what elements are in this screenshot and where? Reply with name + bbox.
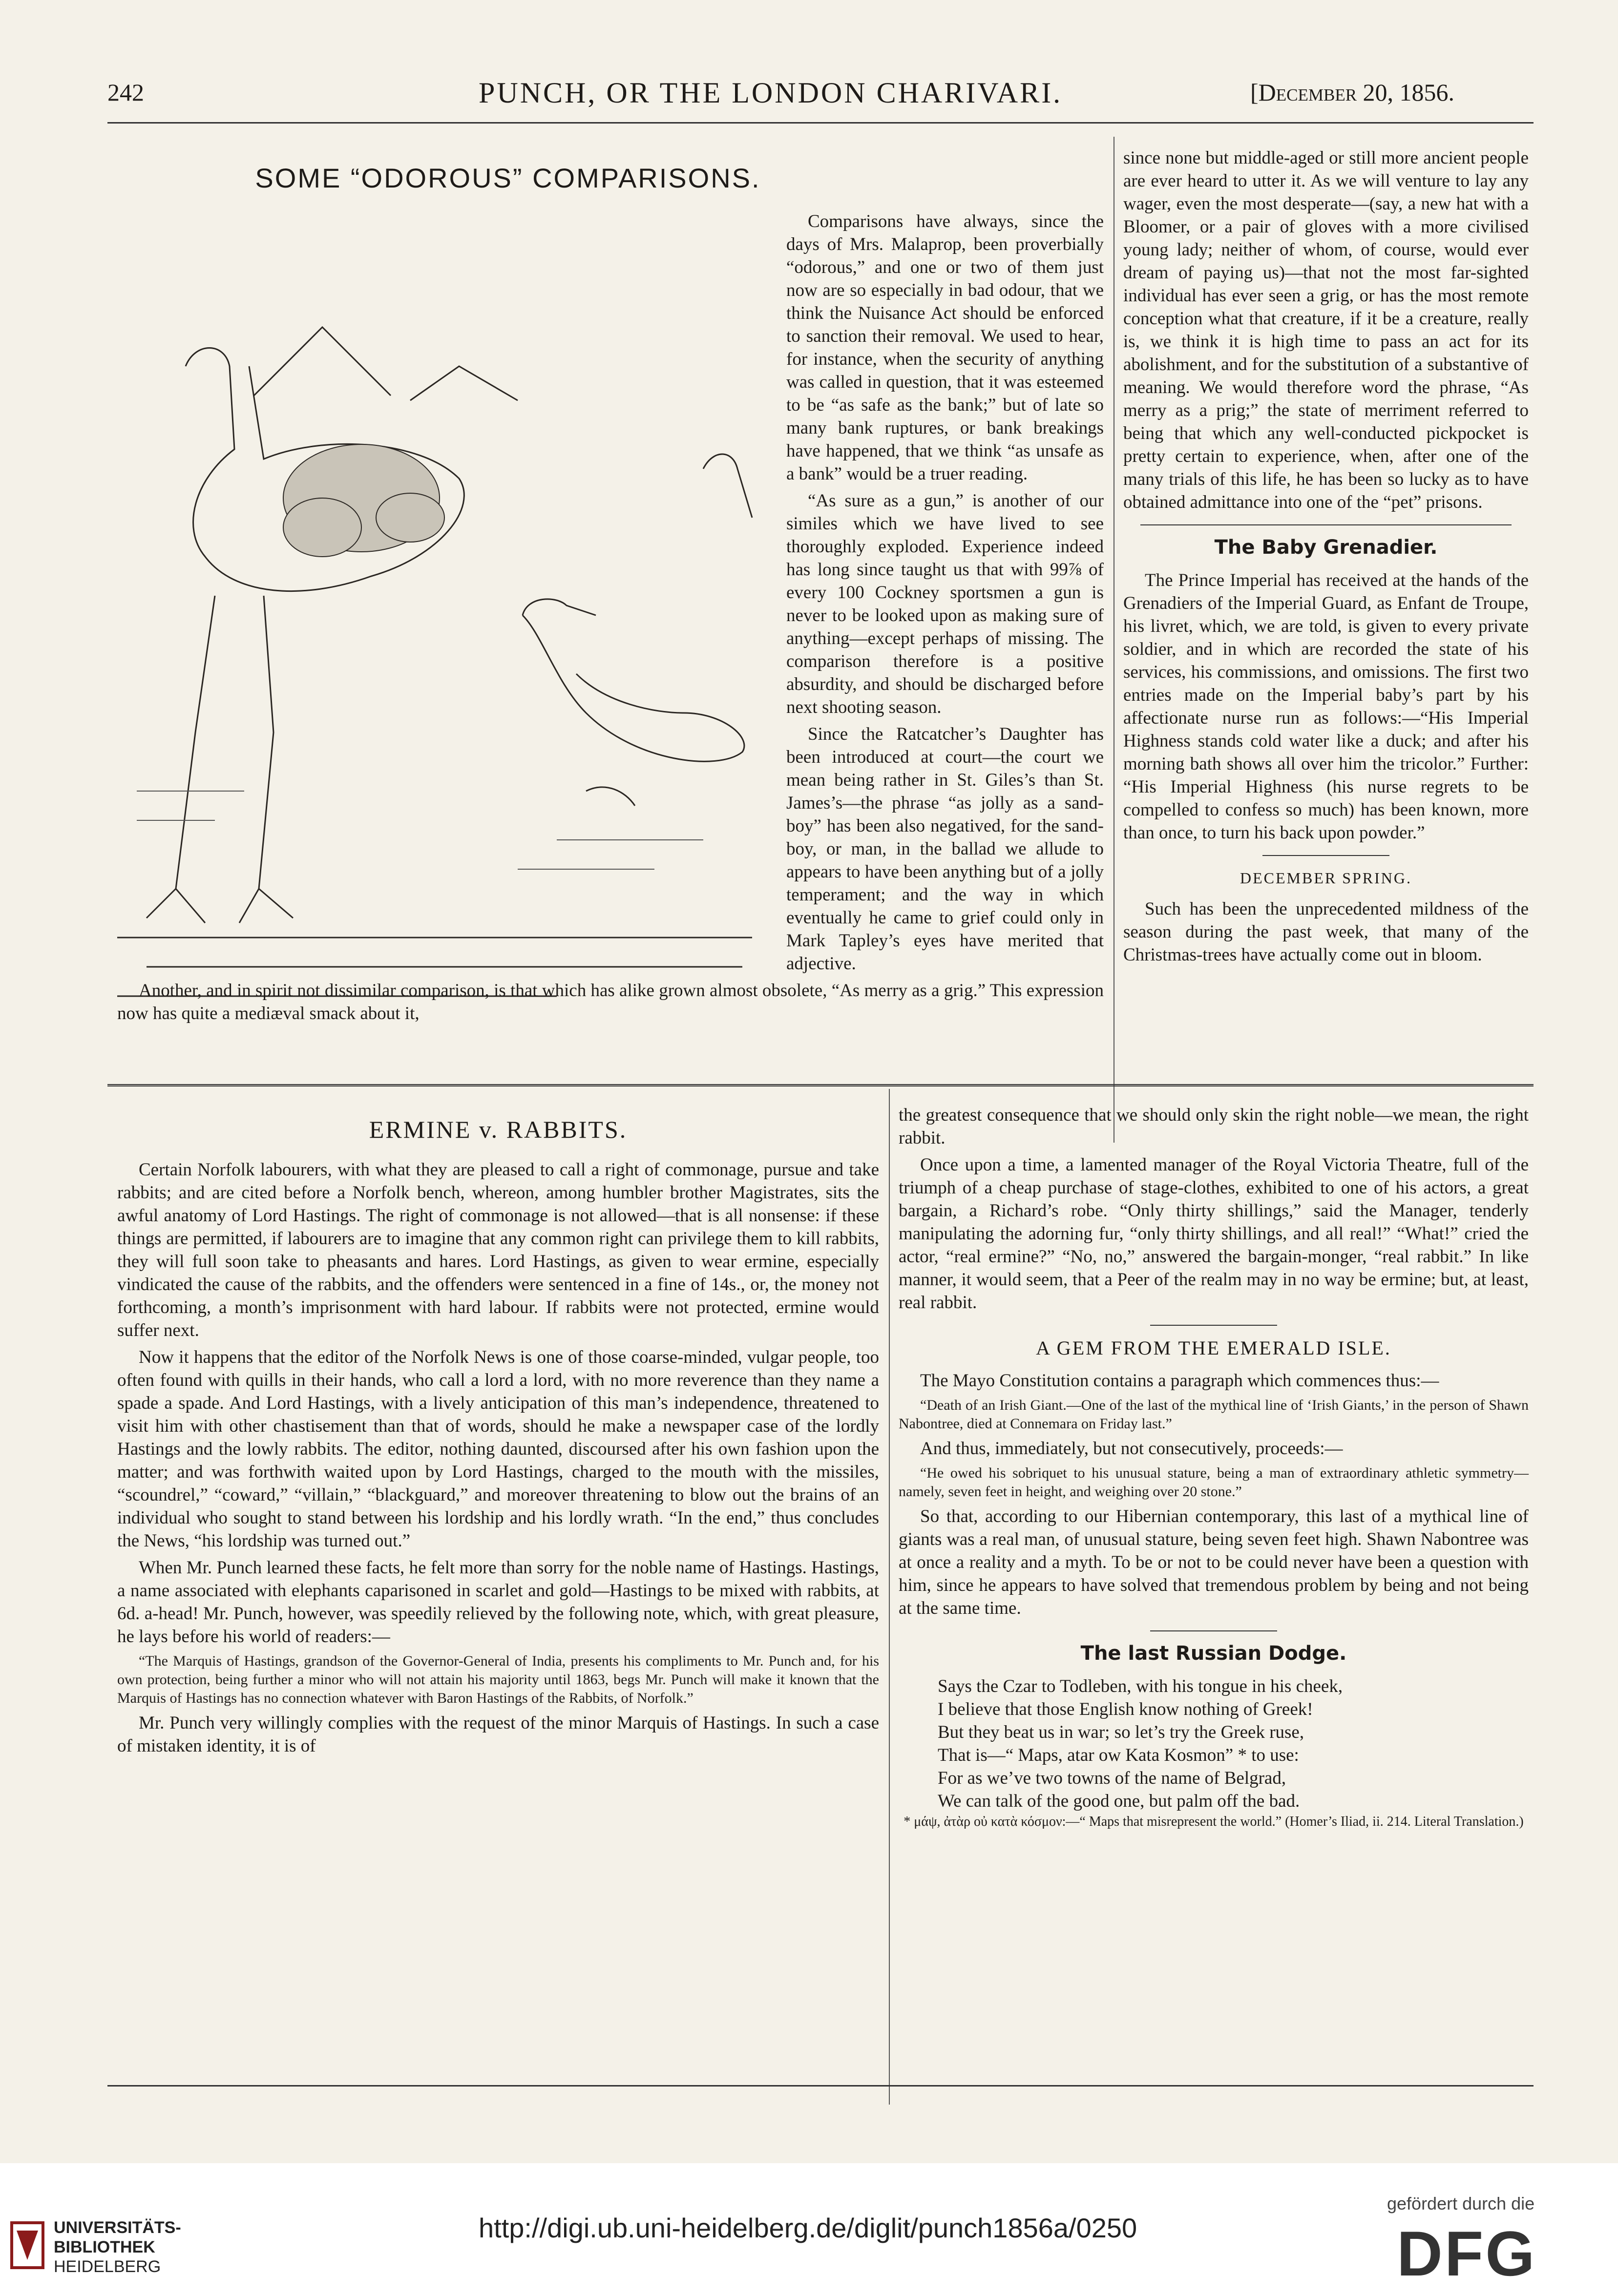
- ermine-p4: Mr. Punch very willingly complies with the request of the minor Marquis of Hastings. In such a case of mistaken identity, it is of: [117, 1713, 879, 1756]
- section-rule: [1262, 855, 1389, 856]
- ermine-p2: Now it happens that the editor of the Norfolk News is one of those coarse-minded, vulgar people, too often found with quills in their hands, who call a lord a lord, with no more reverence than they name a spade a spade. And Lord Hastings, with a lively anticipation of this man’s independence, threatened to visit him with other chastisement than that of words, should he make a newspaper case of the lordly Hastings and the lowly rabbits. The editor, nothing daunted, discoursed after his own fashion upon the matter; and was forthwith waited upon by Lord Hastings, charged to the mouth with the missiles, “scoundrel,” “coward,” “villain,” “blackguard,” and moreover threatening to blow out the brains of an individual who sought to stand between his lordship and his lordly wrath. “In the end,” thus concludes the News, “his lordship was turned out.”: [117, 1347, 879, 1551]
- december-p1: Such has been the unprecedented mildness of the season during the past week, that many of the Christmas-trees have actually come out in bloom.: [1123, 899, 1529, 965]
- verse-line: That is—“ Maps, atar ow Kata Kosmon” * to use:: [938, 1745, 1299, 1765]
- verse-line: I believe that those English know nothing of Greek!: [938, 1699, 1313, 1719]
- article-odorous-wrap: [786, 210, 1104, 719]
- article-odorous-p1: Comparisons have always, since the days of Mrs. Malaprop, been proverbially “odorous,” and one or two of them just now are so especially in bad odour, that we think the Nuisance Act should be enforced to sanction their removal. We used to hear, for instance, when the security of anything was called in question, that it was esteemed to be “as safe as the bank;” but of late so many bank ruptures, or bank breakings have happened, that we think “as unsafe as a bank” would be a truer reading.: [786, 211, 1104, 484]
- verse-line: We can talk of the good one, but palm off the bad.: [938, 1791, 1300, 1811]
- article-odorous-p4: Another, and in spirit not dissimilar comparison, is that which has alike grown almost obsolete, “As merry as a grig.” This expression now has quite a mediæval smack about it,: [117, 981, 1104, 1023]
- university-seal-icon: [10, 2221, 45, 2270]
- column-divider-bottom: [889, 1089, 890, 2105]
- article-odorous-title: SOME “ODOROUS” COMPARISONS.: [255, 163, 761, 193]
- verse-line: But they beat us in war; so let’s try the Greek ruse,: [938, 1722, 1304, 1742]
- mid-right-p1: the greatest consequence that we should only skin the right noble—we mean, the right rabbit.: [899, 1105, 1529, 1148]
- verse-line: Says the Czar to Todleben, with his tongue in his cheek,: [938, 1676, 1343, 1696]
- article-right-top-p1: since none but middle-aged or still more ancient people are ever heard to utter it. As we will venture to lay any wager, even the most desperate—(say, a new hat with a Bloomer, or a pair of gloves with a more civilised young lady; neither of whom, of course, would ever dream of paying us)—that not the most far-sighted individual has ever seen a grig, or has the most remote conception what that creature, if it be a creature, really is, we think it is high time to pass an act for its abolishment, and for the substitution of a substantive of meaning. We would therefore word the phrase, “As merry as a prig;” the state of merriment referred to being that which any well-conducted pickpocket is pretty certain to experience, when, after one of the many trials of this life, he has been so lucky as to have obtained admittance into one of the “pet” prisons.: [1123, 148, 1529, 512]
- masthead-title: PUNCH, OR THE LONDON CHARIVARI.: [479, 77, 1063, 109]
- russian-title: The last Russian Dodge.: [1080, 1642, 1347, 1665]
- december-title: DECEMBER SPRING.: [1240, 869, 1412, 887]
- emerald-p1: The Mayo Constitution contains a paragraph which commences thus:—: [920, 1371, 1439, 1391]
- article-ermine: [117, 1108, 879, 1761]
- issue-date: [December 20, 1856.: [1250, 79, 1455, 106]
- emerald-p2: And thus, immediately, but not consecutively, proceeds:—: [920, 1439, 1343, 1459]
- section-rule: [1150, 1630, 1277, 1631]
- header-rule: [107, 122, 1534, 124]
- library-line-2: BIBLIOTHEK: [54, 2238, 155, 2256]
- article-odorous-p3: Since the Ratcatcher’s Daughter has been introduced at court—the court we mean being rather in St. Giles’s than St. James’s—the phrase “as jolly as a sand-boy” has been also negatived, for the sand-boy, or man, in the ballad we allude to appears to have been anything but of a jolly temperament; and the way in which eventually he came to grief could only in Mark Tapley’s eyes have merited that adjective.: [786, 724, 1104, 974]
- grenadier-title: The Baby Grenadier.: [1214, 536, 1438, 559]
- emerald-p3: So that, according to our Hibernian contemporary, this last of a mythical line of giants was a real man, of unusual stature, being seven feet high. Shawn Nabontree was at once a reality and a myth. To be or not to be could never have been a question with him, since he appears to have solved that tremendous problem by being and not being at the same time.: [899, 1506, 1529, 1618]
- article-right-bottom: [899, 1104, 1529, 1835]
- library-name: [54, 2218, 181, 2276]
- library-line-3: HEIDELBERG: [54, 2257, 161, 2276]
- emerald-quote2: “He owed his sobriquet to his unusual stature, being a man of extraordinary athletic symmetry—namely, seven feet in height, and weighing over 20 stone.”: [899, 1465, 1529, 1500]
- section-rule: [1150, 1325, 1277, 1326]
- emerald-title: A GEM FROM THE EMERALD ISLE.: [1036, 1337, 1391, 1359]
- article-right-top: [1123, 146, 1529, 970]
- dfg-logo: DFG: [1397, 2218, 1537, 2289]
- mid-right-p2: Once upon a time, a lamented manager of the Royal Victoria Theatre, full of the triumph of a cheap purchase of stage-clothes, exhibited to one of his actors, a great bargain, a Richard’s robe. “Only thirty shillings,” said the Manager, tenderly manipulating the adorning fur, “only thirty shillings, and all real!” “What!” cried the actor, “real ermine?” “No, no,” answered the bargain-monger, “real rabbit.” In like manner, it would seem, that a Peer of the realm may in no way be ermine; but, at least, real rabbit.: [899, 1155, 1529, 1313]
- library-line-1: UNIVERSITÄTS-: [54, 2218, 181, 2237]
- ermine-p3: When Mr. Punch learned these facts, he felt more than sorry for the noble name of Hastings. Hastings, a name associated with elephants caparisoned in scarlet and gold—Hastings to be mixed with rabbits, at 6d. a-head! Mr. Punch, however, was speedily relieved by the following note, which, with great pleasure, he lays before his world of readers:—: [117, 1558, 879, 1647]
- page-number: 242: [107, 79, 144, 106]
- article-odorous: [117, 161, 1104, 1029]
- emerald-quote1: “Death of an Irish Giant.—One of the last of the mythical line of ‘Irish Giants,’ in the person of Shawn Nabontree, died at Connemara on Friday last.”: [899, 1397, 1529, 1432]
- russian-verse: [938, 1675, 1529, 1813]
- funding-label: gefördert durch die: [1387, 2193, 1535, 2213]
- ermine-title: ERMINE v. RABBITS.: [369, 1116, 628, 1143]
- section-rule: [1140, 524, 1512, 525]
- page-bottom-rule: [107, 2085, 1534, 2087]
- source-url-link[interactable]: http://digi.ub.uni-heidelberg.de/diglit/punch1856a/0250: [479, 2213, 1137, 2243]
- verse-line: For as we’ve two towns of the name of Belgrad,: [938, 1768, 1286, 1788]
- grenadier-p1: The Prince Imperial has received at the hands of the Grenadiers of the Imperial Guard, as Enfant de Troupe, his livret, which, we are told, is given to every private soldier, and in which are recorded the state of his services, his commissions, and omissions. The first two entries made on the Imperial baby’s part by his affectionate nurse run as follows:—“His Imperial Highness stands cold water like a duck; and after his morning bath shows all over him the tricolor.” Further: “His Imperial Highness (his nurse regrets to be compelled to confess so much) has been known, more than once, to turn his back upon powder.”: [1123, 570, 1529, 843]
- ermine-p1: Certain Norfolk labourers, with what they are pleased to call a right of commonage, pursue and take rabbits; and are cited before a Norfolk bench, whereon, among humbler brother Magistrates, sits the awful anatomy of Lord Hastings. The right of commonage is not allowed—that is all nonsense: if these things are permitted, if labourers are to imagine that any common right can privilege them to kill rabbits, they will full soon take to pheasants and hares. Lord Hastings, as given to wear ermine, especially vindicated the cause of the rabbits, and the offenders were sentenced in a fine of 14s., or, the money not forthcoming, a month’s imprisonment with hard labour. If rabbits were not protected, ermine would suffer next.: [117, 1160, 879, 1340]
- newspaper-page: [88, 59, 1543, 2095]
- section-divider: [107, 1084, 1534, 1086]
- russian-footnote: * μάψ, ἀτὰρ οὐ κατὰ κόσμον:—“ Maps that misrepresent the world.” (Homer’s Iliad, ii. 214. Literal Translation.): [904, 1814, 1524, 1829]
- ermine-quote: “The Marquis of Hastings, grandson of the Governor-General of India, presents his compliments to Mr. Punch and, for his own protection, being further a minor who will not attain his majority until 1863, begs Mr. Punch will make it known that the Marquis of Hastings has no connection whatever with Baron Hastings of the Rabbits, of Norfolk.”: [117, 1653, 879, 1706]
- article-odorous-p2: “As sure as a gun,” is another of our similes which we have lived to see thoroughly exploded. Experience indeed has long since taught us that with 99⅞ of every 100 Cockney sportsmen a gun is never to be looked upon as making sure of anything—except perhaps of missing. The comparison therefore is a positive absurdity, and should be discharged before next shooting season.: [786, 491, 1104, 717]
- digitization-footer: [0, 2163, 1618, 2296]
